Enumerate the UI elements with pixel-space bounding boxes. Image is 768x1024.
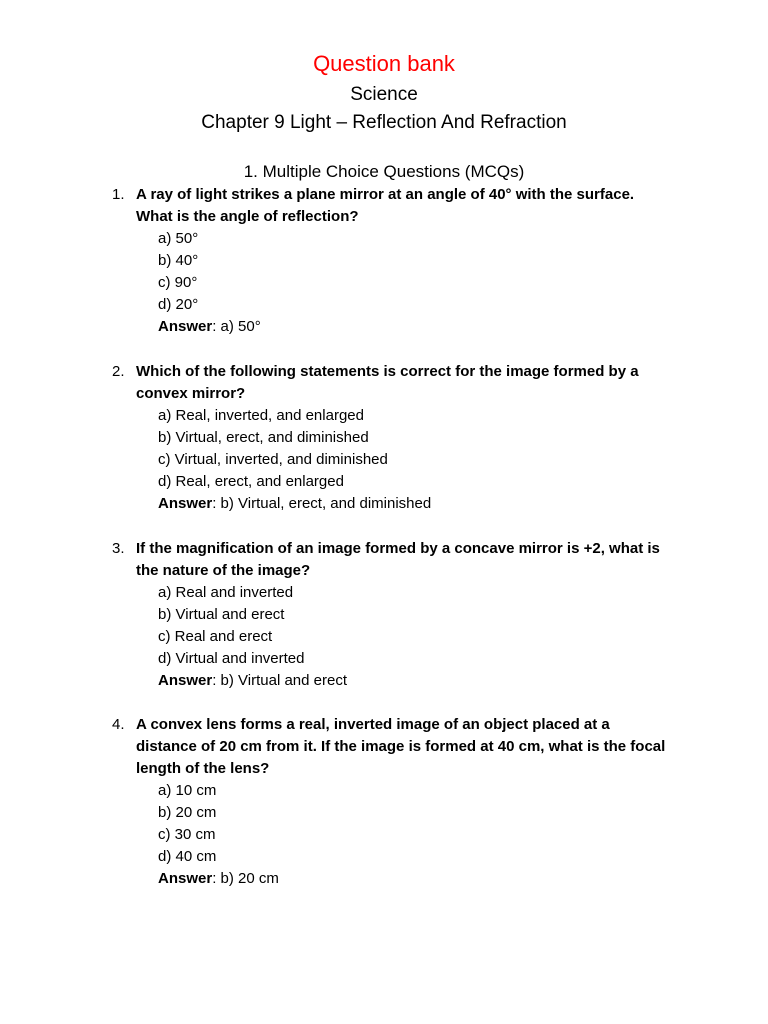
- option-a: a) Real and inverted: [158, 584, 294, 601]
- question-number: 2.: [112, 363, 125, 380]
- option-c: c) Virtual, inverted, and diminished: [158, 451, 388, 468]
- question-2: [112, 361, 672, 515]
- question-number: 3.: [112, 540, 125, 557]
- answer-line: [158, 670, 672, 692]
- answer-label: Answer: [158, 318, 213, 335]
- option-b: b) 40°: [158, 252, 199, 269]
- option-b: b) 20 cm: [158, 804, 217, 821]
- answer-line: [158, 316, 672, 338]
- option-a: a) 50°: [158, 230, 199, 247]
- question-4: [112, 714, 672, 890]
- chapter-title: Chapter 9 Light – Reflection And Refraction: [201, 112, 567, 133]
- option-a: a) 10 cm: [158, 782, 217, 799]
- option-d: d) 20°: [158, 296, 199, 313]
- answer-label: Answer: [158, 495, 213, 512]
- option-d: d) 40 cm: [158, 848, 217, 865]
- answer-line: [158, 493, 672, 515]
- option-b: b) Virtual and erect: [158, 606, 285, 623]
- option-b: b) Virtual, erect, and diminished: [158, 429, 369, 446]
- answer-line: [158, 868, 672, 890]
- question-3: [112, 538, 672, 692]
- option-c: c) Real and erect: [158, 628, 273, 645]
- question-1: [112, 184, 672, 338]
- answer-value: : b) 20 cm: [212, 870, 279, 887]
- option-c: c) 30 cm: [158, 826, 216, 843]
- question-number: 4.: [112, 716, 125, 733]
- question-number: 1.: [112, 186, 125, 203]
- question-text: Which of the following statements is correct for the image formed by a convex mirror?: [136, 363, 639, 402]
- answer-value: : b) Virtual, erect, and diminished: [212, 495, 432, 512]
- question-text: A convex lens forms a real, inverted image of an object placed at a distance of 20 cm from it. If the image is formed at 40 cm, what is the focal length of the lens?: [136, 716, 666, 777]
- answer-value: : a) 50°: [212, 318, 261, 335]
- question-text: If the magnification of an image formed by a concave mirror is +2, what is the nature of the image?: [136, 540, 660, 579]
- option-c: c) 90°: [158, 274, 198, 291]
- option-a: a) Real, inverted, and enlarged: [158, 407, 364, 424]
- answer-value: : b) Virtual and erect: [212, 672, 347, 689]
- option-d: d) Virtual and inverted: [158, 650, 305, 667]
- option-d: d) Real, erect, and enlarged: [158, 473, 344, 490]
- question-text: A ray of light strikes a plane mirror at an angle of 40° with the surface. What is the angle of reflection?: [136, 186, 635, 225]
- document-title: Question bank: [313, 51, 455, 76]
- answer-label: Answer: [158, 672, 213, 689]
- section-heading: 1. Multiple Choice Questions (MCQs): [243, 162, 525, 181]
- answer-label: Answer: [158, 870, 213, 887]
- subject-title: Science: [350, 84, 418, 105]
